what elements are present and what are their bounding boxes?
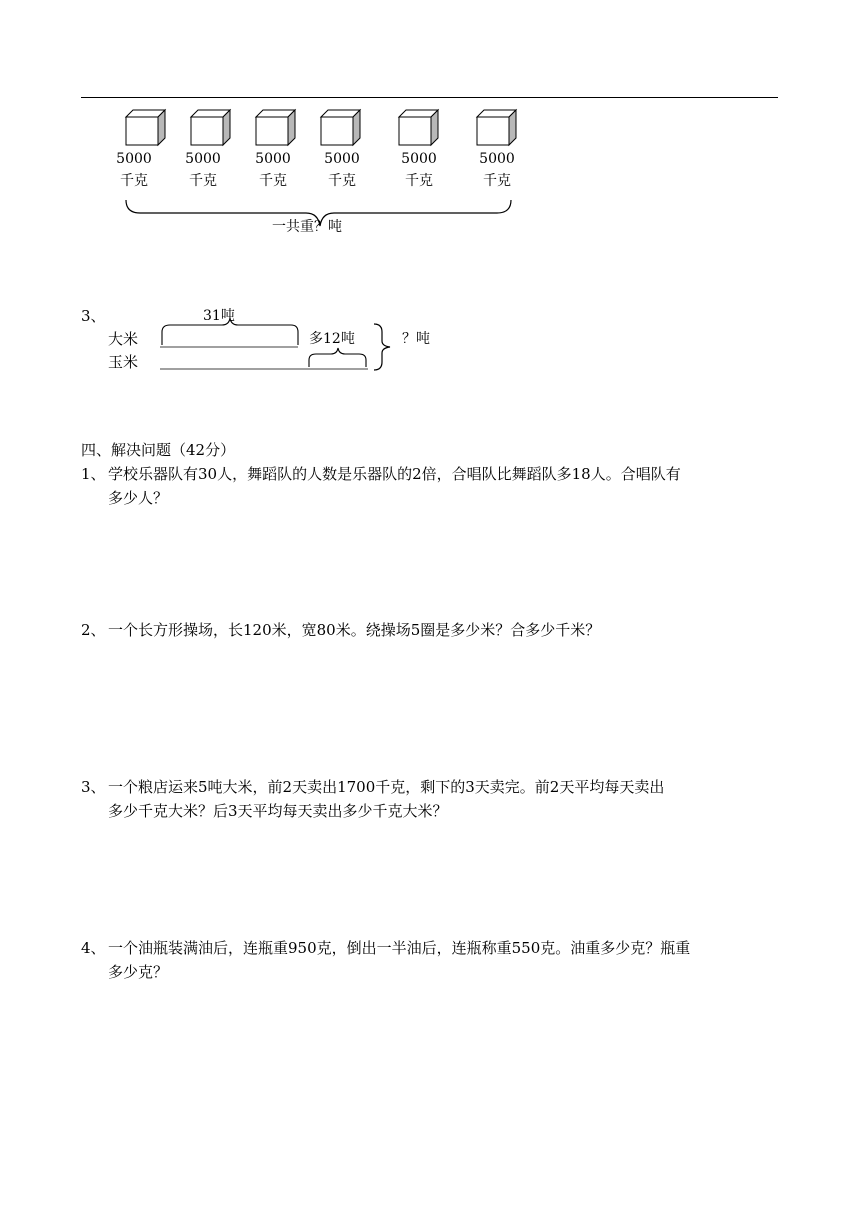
box-label: 5000 千克 — [479, 151, 515, 189]
corn-label: 玉米 — [108, 353, 139, 371]
problem-number: 1、 — [81, 465, 106, 483]
section-heading: 四、解决问题（42分） — [81, 441, 236, 459]
top-brace — [162, 318, 298, 345]
problem-text: 一个油瓶装满油后，连瓶重950克，倒出一半油后，连瓶称重550克。油重多少克？瓶重 — [108, 939, 691, 957]
problem-text: 多少人？ — [108, 489, 169, 507]
extra-brace — [309, 348, 366, 367]
total-weight-label: 一共重？吨 — [272, 219, 342, 235]
segment-lines — [0, 0, 860, 400]
question-label: ？吨 — [402, 331, 430, 347]
problem-number: 2、 — [81, 621, 106, 639]
box-label: 5000 千克 — [324, 151, 360, 189]
box-label: 5000 千克 — [185, 151, 221, 189]
more-label: 多12吨 — [309, 331, 355, 347]
problem-text: 一个粮店运来5吨大米，前2天卖出1700千克，剩下的3天卖完。前2天平均每天卖出 — [108, 778, 665, 796]
problem-text: 多少克？ — [108, 963, 169, 981]
top-label: 31吨 — [203, 308, 235, 324]
box-label: 5000 千克 — [116, 151, 152, 189]
box-label: 5000 千克 — [255, 151, 291, 189]
problem-number: 3、 — [81, 778, 106, 796]
problem-number: 4、 — [81, 939, 106, 957]
right-brace — [374, 324, 390, 370]
rice-label: 大米 — [108, 330, 139, 348]
problem-text: 学校乐器队有30人，舞蹈队的人数是乐器队的2倍，合唱队比舞蹈队多18人。合唱队有 — [108, 465, 681, 483]
box-label: 5000 千克 — [401, 151, 437, 189]
problem-text: 一个长方形操场，长120米，宽80米。绕操场5圈是多少米？合多少千米？ — [108, 621, 601, 639]
item-number: 3、 — [81, 307, 106, 325]
problem-text: 多少千克大米？后3天平均每天卖出多少千克大米？ — [108, 802, 448, 820]
